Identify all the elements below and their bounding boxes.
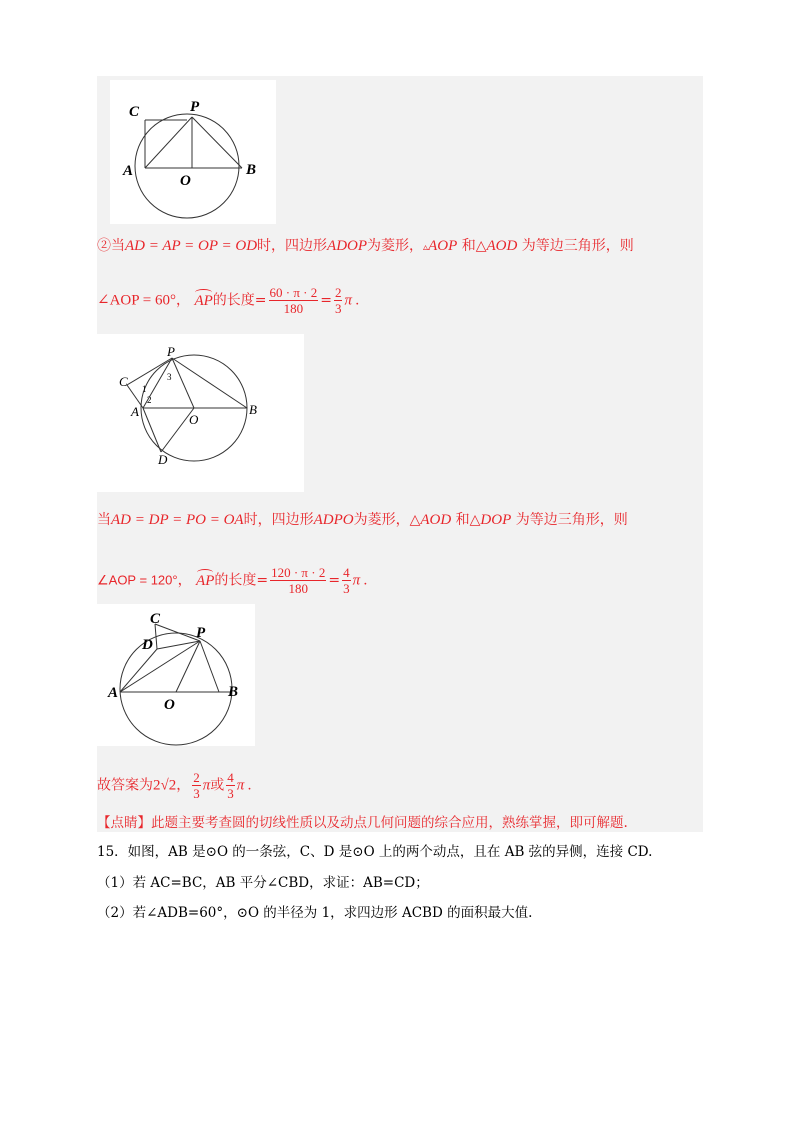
segment-pe [200,641,219,692]
case3-eq2: = [328,572,341,589]
case3-frac2-num: 4 [343,565,350,580]
label-c: C [150,611,161,627]
final-answer-line [97,770,252,801]
circle [135,114,239,218]
case2-eq1: = [254,292,267,309]
label-a: A [131,404,139,419]
final-answer-frac2-den: 3 [227,786,234,801]
question-15-part2-text: （2）若∠ADB=60°，⊙O 的半径为 1，求四边形 ACBD 的面积最大值. [97,905,533,921]
label-a: A [108,685,119,701]
label-d: D [158,452,168,467]
final-answer-sep: ， [176,777,191,794]
case2-frac2-den: 3 [334,301,342,316]
case2-frac1-num: 60 · π · 2 [269,285,318,300]
case2-mid2: 为菱形， [367,238,424,254]
case3-eq1: = [256,572,269,589]
case2-frac1 [269,285,319,316]
case2-arc-ap: AP [194,292,213,309]
case2-marker: ②当 [97,238,125,254]
comment-line [97,813,628,833]
label-a: A [123,163,134,179]
case3-frac1-num: 120 · π · 2 [271,565,326,580]
case3-frac2-den: 3 [343,581,350,596]
case3-sep: ， [177,572,192,589]
case2-tri2: AOD [486,238,518,254]
figure-3-diagram [97,604,255,746]
label-angle-2: 2 [147,395,152,405]
final-answer-prefix: 故答案为 [97,777,153,794]
triangle-symbol-small: ▵ [423,242,429,253]
question-15-stem [97,843,652,861]
case3-tri2: DOP [480,512,512,528]
label-angle-1: 1 [142,384,147,394]
final-answer-pi2: π . [236,777,252,794]
case3-frac1 [270,565,326,596]
segment-cp [155,624,200,641]
question-15-part1-text: （1）若 AC=BC，AB 平分∠CBD，求证：AB=CD； [97,875,429,891]
final-answer-pi1: π [202,777,211,794]
case2-end: 为等边三角形，则 [521,238,634,254]
label-d: D [142,637,153,653]
case2-line2 [97,285,359,316]
case2-eq2: = [320,292,332,309]
case3-mid3: 和 [455,512,470,528]
label-p: P [167,344,175,359]
case3-angle: ∠AOP = 120° [97,572,178,588]
case3-quad: ADPO [313,512,354,528]
case2-condition: AD = AP = OP = OD [125,238,258,254]
final-answer-frac2-num: 4 [227,770,234,785]
final-answer-frac1-num: 2 [193,770,200,785]
question-15-stem-text: 15．如图，AB 是⊙O 的一条弦，C、D 是⊙O 上的两个动点，且在 AB 弦的异侧，连接 CD. [97,844,653,860]
label-b: B [249,402,257,417]
case3-pi: π . [352,572,368,589]
label-c: C [119,374,128,389]
label-o: O [180,173,191,189]
case2-angle: ∠AOP = 60° [97,292,176,309]
case2-quad: ADOP [327,238,368,254]
case3-mid1: 时，四边形 [243,512,314,528]
triangle-symbol: △ [409,512,421,528]
final-answer-frac2 [226,770,235,801]
case3-end: 为等边三角形，则 [515,512,628,528]
label-b: B [228,684,239,700]
figure-2-diagram [97,334,304,492]
case2-length-text: 的长度 [212,292,255,309]
label-b: B [246,162,257,178]
circle [120,633,232,745]
segment-pb [192,117,242,168]
case2-mid1: 时，四边形 [257,238,328,254]
segment-ap [145,117,192,168]
case2-line1 [97,236,634,258]
label-p: P [190,99,200,115]
case3-frac1-den: 180 [288,581,308,596]
case3-line2 [97,565,368,596]
comment-text: 【点睛】此题主要考查圆的切线性质以及动点几何问题的综合应用，熟练掌握，即可解题. [97,815,628,831]
case3-condition: AD = DP = PO = OA [111,512,244,528]
case2-pi: π . [344,292,360,309]
triangle-symbol: △ [469,512,481,528]
figure-3 [97,604,255,746]
segment-cp [127,358,172,385]
segment-ad [120,649,157,692]
label-p: P [196,625,206,641]
final-answer-or: 或 [210,777,225,794]
triangle-symbol: △ [475,238,487,254]
case2-frac1-den: 180 [283,301,304,316]
figure-1 [110,80,276,224]
final-answer-frac1 [192,770,201,801]
final-answer-value1: 2√2 [153,777,177,794]
case2-sep: ， [175,292,190,309]
label-o: O [189,412,199,427]
label-c: C [129,104,140,120]
case2-frac2 [334,285,343,316]
case3-line1 [97,510,628,530]
question-15-part2 [97,904,532,922]
label-angle-3: 3 [167,372,172,382]
label-o: O [164,697,175,713]
case3-arc-ap: AP [196,572,215,589]
figure-1-diagram [110,80,276,224]
case2-mid3: 和 [461,238,476,254]
case3-marker: 当 [97,512,111,528]
case3-length-text: 的长度 [214,572,257,589]
case3-mid2: 为菱形， [353,512,410,528]
final-answer-frac1-den: 3 [193,786,200,801]
case3-tri1: AOD [420,512,452,528]
case2-tri1: AOP [428,238,458,254]
case2-frac2-num: 2 [334,285,342,300]
question-15-part1 [97,874,429,892]
case3-frac2 [342,565,351,596]
figure-2 [97,334,304,492]
